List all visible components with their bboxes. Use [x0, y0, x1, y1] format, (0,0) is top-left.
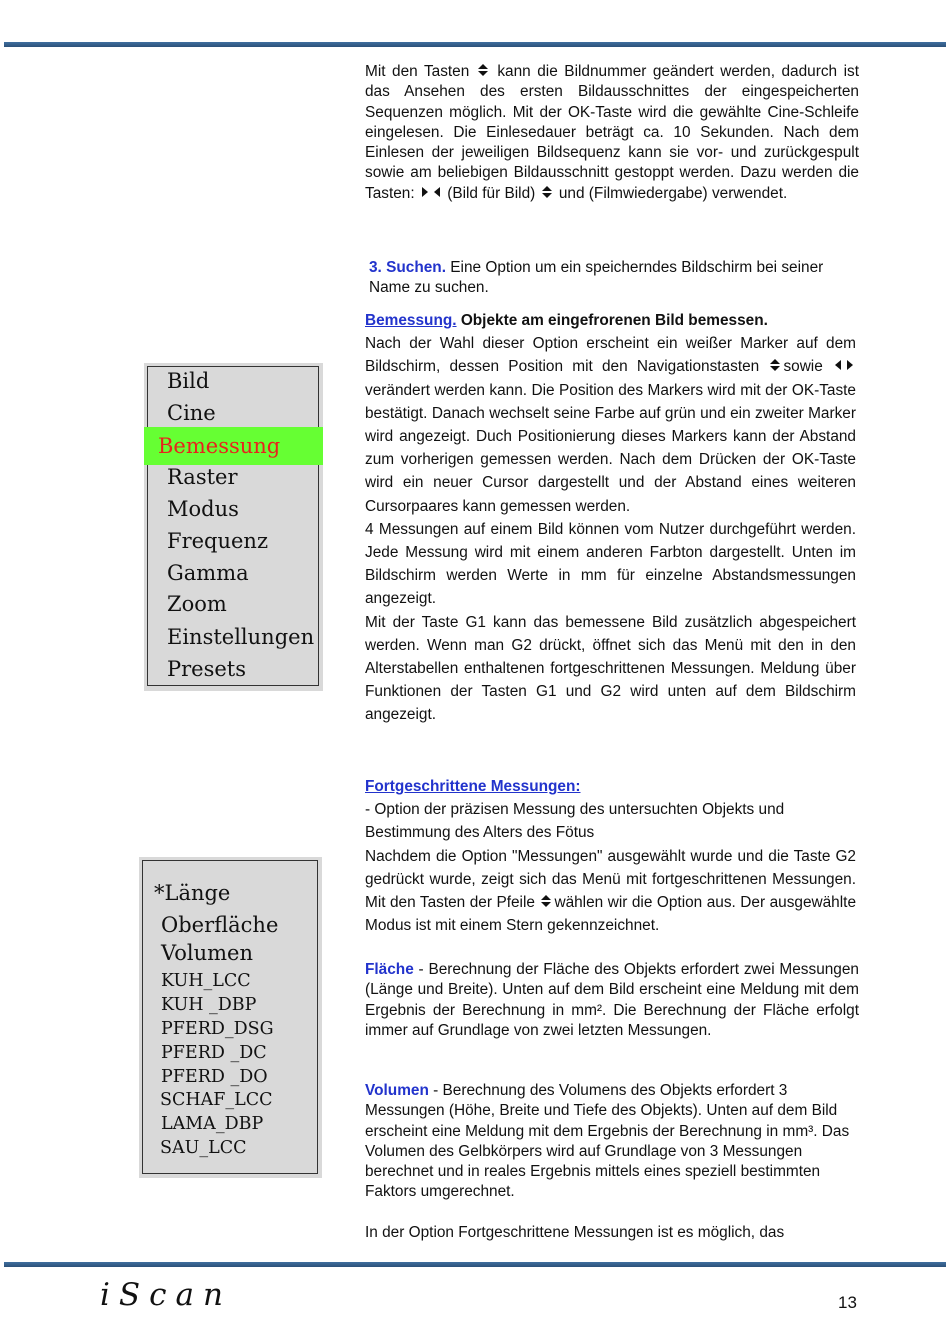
flaeche-heading: Fläche: [365, 961, 414, 978]
right-arrow-icon: [422, 187, 428, 197]
measure-item-pferd-dc[interactable]: PFERD _DC: [161, 1043, 267, 1063]
menu-item-einstellungen[interactable]: Einstellungen: [167, 625, 315, 649]
fortgeschritten-p2a: Nachdem die Option "Messungen" ausgewählt wurde und die Taste G2 gedrückt wurde, zeigt sich das Menü mit fortgeschrittenen Messungen. Mit den Tasten der Pfeile: [365, 847, 856, 912]
last-paragraph: In der Option Fortgeschrittene Messungen ist es möglich, das: [365, 1224, 785, 1241]
measure-item-kuh-lcc[interactable]: KUH_LCC: [161, 971, 251, 991]
measurement-menu: [139, 857, 322, 1178]
fortgeschritten-p2b: wählen wir die Option aus. Der ausgewählte Modus ist mit einem Stern gekennzeichnet.: [365, 894, 856, 935]
suchen-text: Eine Option um ein speicherndes Bildschirm bei seiner Name zu suchen.: [369, 259, 824, 297]
measure-item-oberflaeche[interactable]: Oberfläche: [161, 913, 279, 937]
menu-item-modus[interactable]: Modus: [167, 497, 239, 521]
intro-section: [365, 62, 859, 204]
bottom-rule: [4, 1262, 946, 1267]
up-down-arrow-icon: [540, 895, 552, 908]
brand-logo: iScan: [100, 1277, 232, 1313]
suchen-paragraph: [369, 258, 849, 299]
menu-item-frequenz[interactable]: Frequenz: [167, 529, 269, 553]
volumen-text: - Berechnung des Volumens des Objekts erfordert 3 Messungen (Höhe, Breite und Tiefe des Objekts). Unten auf dem Bild erscheint eine Meldung mit dem Ergebnis der Berechnung in mm³. Das Volumen des Gelbkörpers wird auf Grundlage von 3 Messungen berechnet und in reales Ergebnis mittels eines speziell bestimmten Faktors umgerechnet.: [365, 1082, 850, 1201]
bemessung-p1b: sowie: [783, 358, 823, 376]
measure-item-laenge[interactable]: *Länge: [154, 881, 231, 905]
measure-item-pferd-do[interactable]: PFERD _DO: [161, 1067, 268, 1087]
top-rule: [4, 42, 946, 47]
suchen-section: [369, 258, 849, 299]
fortgeschritten-paragraph-2: [365, 845, 856, 938]
volumen-section: [365, 1081, 859, 1203]
volumen-paragraph: [365, 1081, 859, 1203]
menu-item-gamma[interactable]: Gamma: [167, 561, 249, 585]
measure-item-pferd-dsg[interactable]: PFERD_DSG: [161, 1019, 274, 1039]
intro-text-d: und (Filmwiedergabe) verwendet.: [558, 184, 788, 202]
menu-item-cine[interactable]: Cine: [167, 401, 216, 425]
up-down-arrow-icon: [769, 359, 781, 372]
bemessung-p1a: Nach der Wahl dieser Option erscheint ein weißer Marker auf dem Bildschirm, dessen Position mit den Navigationstasten: [365, 335, 856, 376]
bemessung-paragraph-3: Mit der Taste G1 kann das bemessene Bild zusätzlich abgespeichert werden. Wenn man G2 drückt, öffnet sich das Menü mit den in den Alterstabellen enthaltenen fortgeschrittenen Messungen. Meldung über Funktionen der Tasten G1 und G2 wird unten auf dem Bildschirm angezeigt.: [365, 613, 856, 724]
measure-item-sau-lcc[interactable]: SAU_LCC: [160, 1138, 247, 1158]
bemessung-p1c: verändert werden kann. Die Position des Markers wird mit der OK-Taste bestätigt. Danach wechselt seine Farbe auf grün und ein zweiter Marker wird angezeigt. Duch Positionierung dieses Markers kann der Abstand zum vorherigen gemessen werden. Nach dem Drücken der OK-Taste wird ein neuer Cursor dargestellt und der Abstand eines weiteren Cursorpaares kann gemessen werden.: [365, 381, 856, 515]
flaeche-section: [365, 960, 859, 1041]
page-number: 13: [838, 1293, 857, 1312]
volumen-heading: Volumen: [365, 1082, 429, 1099]
menu-item-zoom[interactable]: Zoom: [167, 592, 227, 616]
intro-text-c: (Bild für Bild): [447, 184, 536, 202]
menu-item-bild[interactable]: Bild: [167, 369, 210, 393]
intro-paragraph: [365, 62, 859, 204]
bemessung-heading: Bemessung.: [365, 312, 457, 329]
left-arrow-icon: [835, 360, 841, 370]
menu-item-raster[interactable]: Raster: [167, 465, 238, 489]
measure-item-kuh-dbp[interactable]: KUH _DBP: [161, 995, 257, 1015]
suchen-heading: 3. Suchen.: [369, 259, 446, 276]
measure-item-volumen[interactable]: Volumen: [161, 941, 253, 965]
measure-item-schaf-lcc[interactable]: SCHAF_LCC: [160, 1090, 273, 1110]
last-section: [365, 1223, 859, 1243]
fortgeschritten-heading: Fortgeschrittene Messungen:: [365, 778, 581, 795]
flaeche-text: - Berechnung der Fläche des Objekts erfordert zwei Messungen (Länge und Breite). Unten auf dem Bild erscheint eine Meldung mit dem Ergebnis der Berechnung in mm². Die Berechnung der Fläche erfolgt immer auf Grundlage von zwei letzten Messungen.: [365, 961, 859, 1039]
flaeche-paragraph: [365, 960, 859, 1041]
fortgeschritten-title: [365, 775, 856, 798]
right-arrow-icon: [847, 360, 853, 370]
intro-text-b: kann die Bildnummer geändert werden, dadurch ist das Ansehen des ersten Bildausschnittes der eingespeicherten Sequenzen möglich. Mit der OK-Taste wird die gewählte Cine-Schleife eingelesen. Die Einlesedauer beträgt ca. 10 Sekunden. Nach dem Einlesen der jeweiligen Bildsequenz kann sie vor- und zurückgespult sowie am beliebigen Bildausschnitt gestoppt werden. Dazu werden die Tasten:: [365, 63, 860, 202]
main-menu: [144, 363, 323, 691]
up-down-arrow-icon: [541, 186, 553, 199]
fortgeschritten-paragraph-1: - Option der präzisen Messung des untersuchten Objekts und Bestimmung des Alters des Fötus: [365, 801, 785, 842]
bemessung-title: [365, 309, 856, 332]
menu-item-presets[interactable]: Presets: [167, 657, 247, 681]
intro-text-a: Mit den Tasten: [365, 63, 470, 80]
measure-item-lama-dbp[interactable]: LAMA_DBP: [161, 1114, 264, 1134]
fortgeschritten-section: [365, 775, 856, 937]
bemessung-paragraph-1: [365, 332, 856, 518]
bemessung-paragraph-2: 4 Messungen auf einem Bild können vom Nutzer durchgeführt werden. Jede Messung wird mit einem anderen Farbton dargestellt. Unten im Bildschirm werden Werte in mm für einzelne Abstandsmessungen angezeigt.: [365, 520, 856, 608]
menu-item-bemessung[interactable]: Bemessung: [144, 427, 323, 465]
bemessung-section: [365, 309, 856, 727]
bemessung-subheading: Objekte am eingefrorenen Bild bemessen.: [460, 312, 768, 329]
left-arrow-icon: [434, 187, 440, 197]
up-down-arrow-icon: [477, 64, 489, 77]
